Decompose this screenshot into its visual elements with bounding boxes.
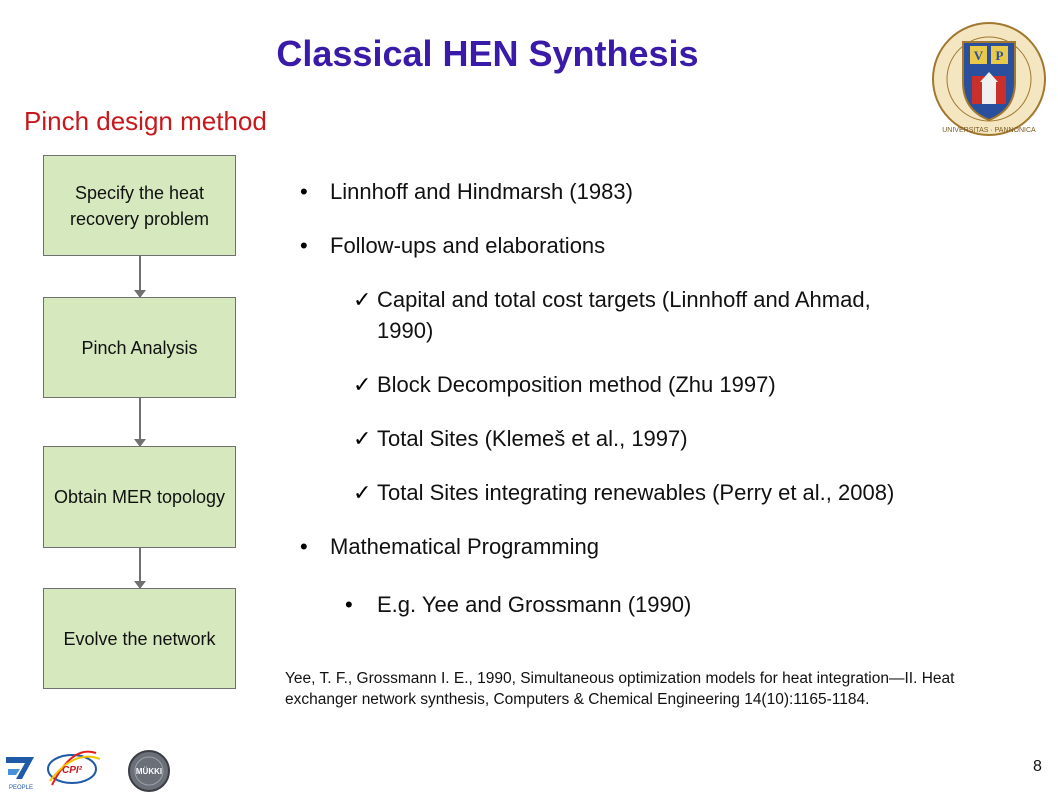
fp7-logo [4,753,38,791]
crest-letter-v: V [973,48,984,63]
check-item-capital-line1: Capital and total cost targets (Linnhoff and Ahmad, [377,287,871,312]
bullet-math-programming: Mathematical Programming [330,534,599,559]
flow-step-obtain-mer: Obtain MER topology [43,446,236,548]
bullet-dot: • [345,592,353,617]
flow-arrow-2 [139,398,141,446]
check-item-block-decomposition: Block Decomposition method (Zhu 1997) [377,372,776,397]
footer-logos [0,745,180,793]
university-crest-logo [930,20,1048,138]
bullet-dot: • [300,179,308,204]
slide-subtitle: Pinch design method [24,106,267,136]
cpi2-logo [48,752,100,785]
check-item-capital-line2: 1990) [377,318,434,343]
check-icon: ✓ [353,480,372,505]
page-number: 8 [1033,758,1042,775]
mukki-logo [129,751,169,791]
flow-step-specify: Specify the heat recovery problem [43,155,236,256]
check-icon: ✓ [353,372,372,397]
check-item-renewables: Total Sites integrating renewables (Perry et al., 2008) [377,480,895,505]
crest-motto: UNIVERSITAS · PANNONICA [942,127,1036,134]
bullet-follow-ups: Follow-ups and elaborations [330,233,606,258]
check-icon: ✓ [353,426,372,451]
cpi2-label: CPI² [62,765,82,776]
sub-bullet-yee-grossmann: E.g. Yee and Grossmann (1990) [377,592,692,617]
flow-arrow-1 [139,256,141,297]
flow-arrow-3 [139,548,141,588]
fp7-label: PEOPLE [8,785,34,791]
citation-reference: Yee, T. F., Grossmann I. E., 1990, Simultaneous optimization models for heat integration—II. Heat exchanger network synthesis, Computers & Chemical Engineering 14(10):1165-1184. [285,670,955,708]
check-icon: ✓ [353,287,372,312]
bullet-linnhoff: Linnhoff and Hindmarsh (1983) [330,179,633,204]
bullet-dot: • [300,233,308,258]
flow-step-pinch-analysis: Pinch Analysis [43,297,236,398]
bullet-dot: • [300,534,308,559]
slide-title: Classical HEN Synthesis [276,33,699,74]
mukki-label: MÜKKI [135,767,163,776]
flow-step-evolve: Evolve the network [43,588,236,689]
check-item-total-sites: Total Sites (Klemeš et al., 1997) [377,426,688,451]
crest-letter-p: P [995,48,1004,63]
